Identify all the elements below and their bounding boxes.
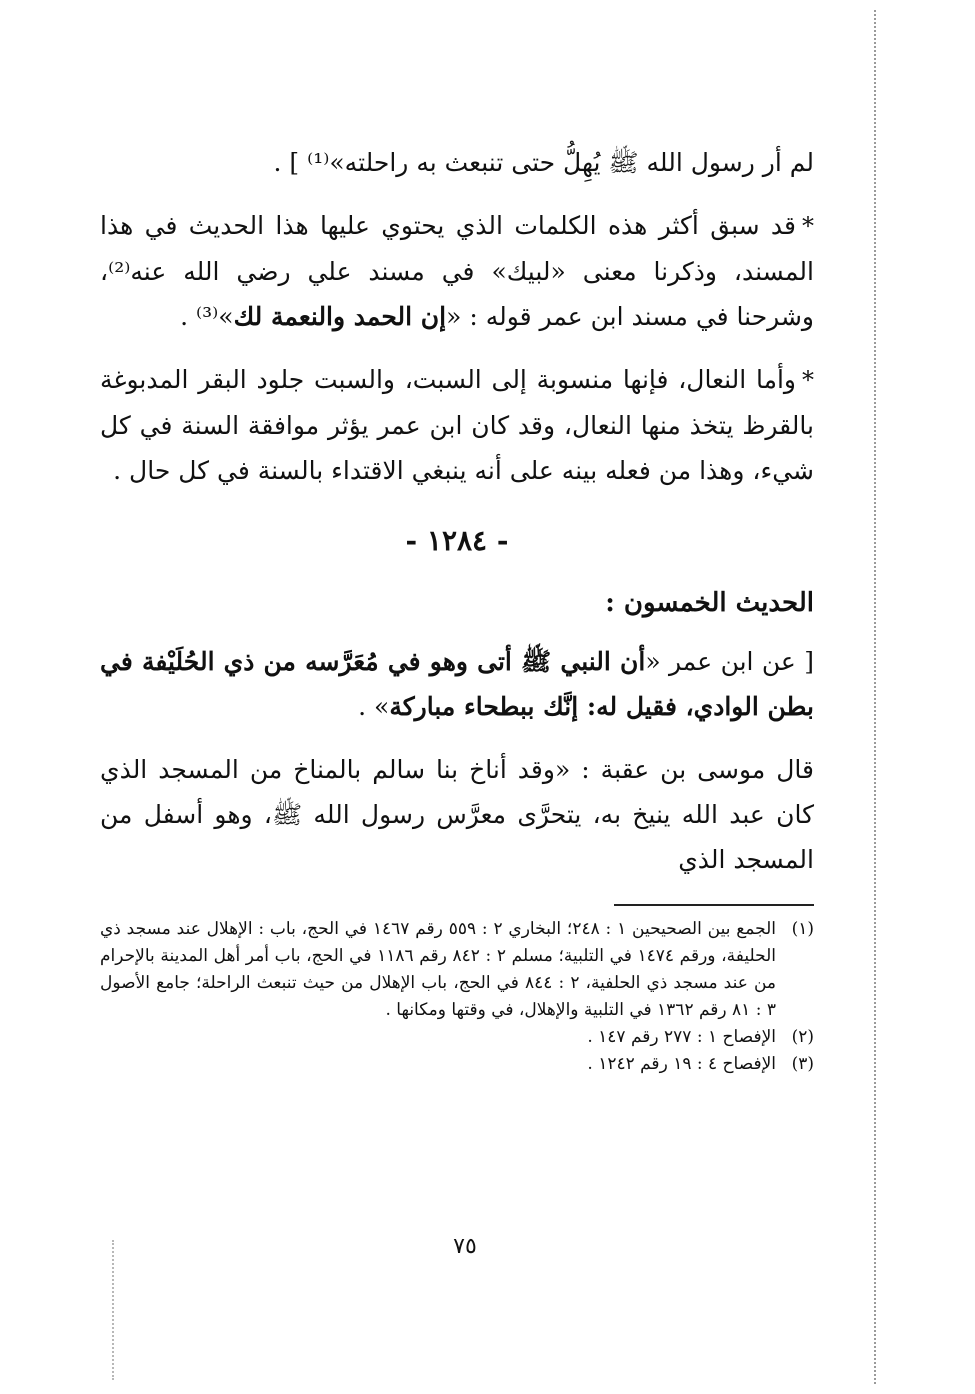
footnote-number: (٢) — [791, 1027, 814, 1047]
margin-dotted-line — [112, 1240, 114, 1380]
footnote-separator — [614, 904, 814, 906]
footnote-2 — [100, 1024, 814, 1051]
note-1-end: »⁽³⁾ . — [180, 302, 234, 331]
hadith-label: الحديث الخمسون : — [605, 588, 814, 618]
hadith-number: - ١٢٨٤ - — [405, 524, 509, 557]
hadith-close: » . — [358, 692, 390, 721]
note-2-text: وأما النعال، فإنها منسوبة إلى السبت، والسبت جلود البقر المدبوغة بالقرظ يتخذ منها النعال، وقد كان ابن عمر يؤثر موافقة السنة في كل شيء، وهذا من فعله بينه على أنه ينبغي الاقتداء بالسنة في كل حال . — [100, 365, 814, 485]
continuation-line: لم أر رسول الله ﷺ يُهِلُّ حتى تنبعث به راحلته»⁽¹⁾ ] . — [273, 148, 814, 177]
footnote-3 — [100, 1051, 814, 1078]
note-paragraph-2 — [100, 357, 814, 493]
footnote-number: (١) — [791, 919, 814, 939]
note-paragraph-1 — [100, 203, 814, 339]
footnote-text: الجمع بين الصحيحين ١ : ٢٤٨؛ البخاري ٢ : ٥٥٩ رقم ١٤٦٧ في الحج، باب : الإهلال عند مسجد ذي الحليفة، ورقم ١٤٧٤ في التلبية؛ مسلم ٢ : ٨٤٢ رقم ١١٨٦ في الحج، باب أمر أهل المدينة بالإحرام من عند مسجد ذي الحلفية، ٢ : ٨٤٤ في الحج، باب الإهلال من حيث تنبعث الراحلة؛ جامع الأصول ٣ : ٨١ رقم ١٣٦٢ في التلبية والإهلال، في وقتها ومكانها . — [100, 919, 777, 1020]
hadith-text — [100, 639, 814, 729]
footnote-1 — [100, 916, 814, 1024]
asterisk-marker: * — [802, 366, 814, 394]
footnote-number: (٣) — [791, 1054, 814, 1074]
asterisk-marker: * — [802, 212, 814, 240]
hadith-open: [ عن ابن عمر « — [645, 647, 814, 676]
page-content — [100, 140, 814, 1078]
note-1-text: قد سبق أكثر هذه الكلمات الذي يحتوي عليها هذا الحديث في هذا المسند، وذكرنا معنى «لبيك» في مسند علي رضي الله عنه⁽²⁾، وشرحنا في مسند ابن عمر قوله : « — [100, 211, 814, 331]
footnote-text: الإفصاح ١ : ٢٧٧ رقم ١٤٧ . — [587, 1027, 776, 1047]
hadith-bold-text: أن النبي ﷺ أتى وهو في مُعَرَّسه من ذي الحُلَيْفة في بطن الوادي، فقيل له: إنَّك ببطحاء مباركة — [100, 647, 814, 721]
page-number: ٧٥ — [453, 1234, 477, 1259]
page-edge-dotted-line — [874, 10, 876, 1384]
musa-paragraph: قال موسى بن عقبة : «وقد أناخ بنا سالم بالمناخ من المسجد الذي كان عبد الله ينيخ به، يتحرَّى معرَّس رسول الله ﷺ، وهو أسفل من المسجد الذي — [100, 755, 814, 874]
note-1-bold-quote: إن الحمد والنعمة لك — [233, 302, 447, 331]
footnote-text: الإفصاح ٤ : ١٩ رقم ١٢٤٢ . — [587, 1054, 776, 1074]
